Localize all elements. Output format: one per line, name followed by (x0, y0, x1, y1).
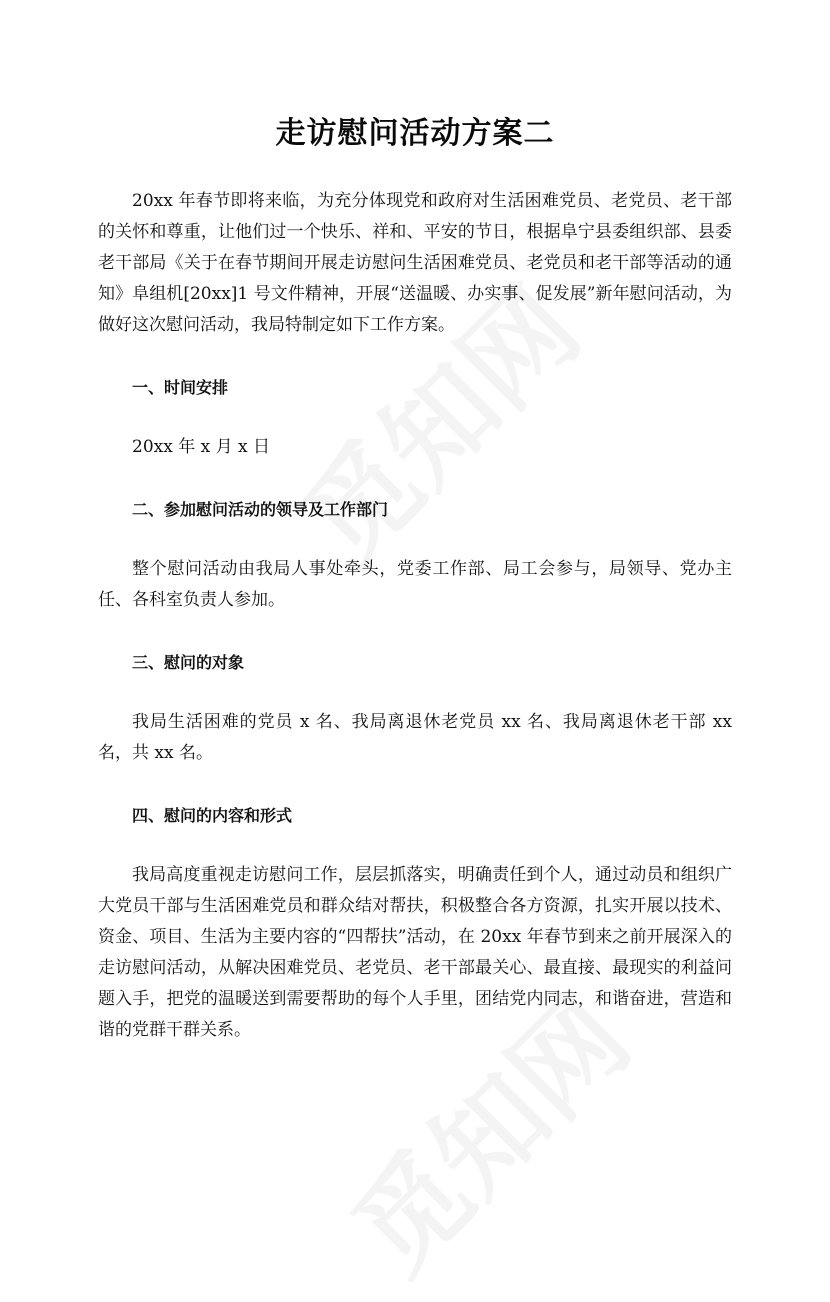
section-heading-targets: 三、慰问的对象 (132, 653, 245, 672)
section-heading-participants: 二、参加慰问活动的领导及工作部门 (132, 500, 389, 519)
section-heading-time: 一、时间安排 (132, 378, 229, 397)
section-body-content: 我局高度重视走访慰问工作，层层抓落实，明确责任到个人，通过动员和组织广大党员干部与生活困难党员和群众结对帮扶，积极整合各方资源，扎实开展以技术、资金、项目、生活为主要内容的“四帮扶”活动，在 20xx 年春节到来之前开展深入的走访慰问活动，从解决困难党员、老党员、老干部最关心、最直接、最现实的利益问题入手，把党的温暖送到需要帮助的每个人手里，团结党内同志，和谐奋进，营造和谐的党群干群关系。 (98, 865, 732, 1040)
section-heading-content: 四、慰问的内容和形式 (132, 806, 293, 825)
intro-paragraph: 20xx 年春节即将来临，为充分体现党和政府对生活困难党员、老党员、老干部的关怀和尊重，让他们过一个快乐、祥和、平安的节日，根据阜宁县委组织部、县委老干部局《关于在春节期间开展走访慰问生活困难党员、老党员和老干部等活动的通知》阜组机[20xx]1 号文件精神，开展“送温暖、办实事、促发展”新年慰问活动，为做好这次慰问活动，我局特制定如下工作方案。 (98, 191, 732, 335)
document-title: 走访慰问活动方案二 (275, 116, 555, 151)
section-body-participants: 整个慰问活动由我局人事处牵头，党委工作部、局工会参与，局领导、党办主任、各科室负责人参加。 (98, 559, 732, 610)
section-body-time: 20xx 年 x 月 x 日 (132, 437, 271, 457)
section-body-targets: 我局生活困难的党员 x 名、我局离退休老党员 xx 名、我局离退休老干部 xx 名，共 xx 名。 (98, 712, 732, 763)
document-body (98, 186, 732, 1046)
